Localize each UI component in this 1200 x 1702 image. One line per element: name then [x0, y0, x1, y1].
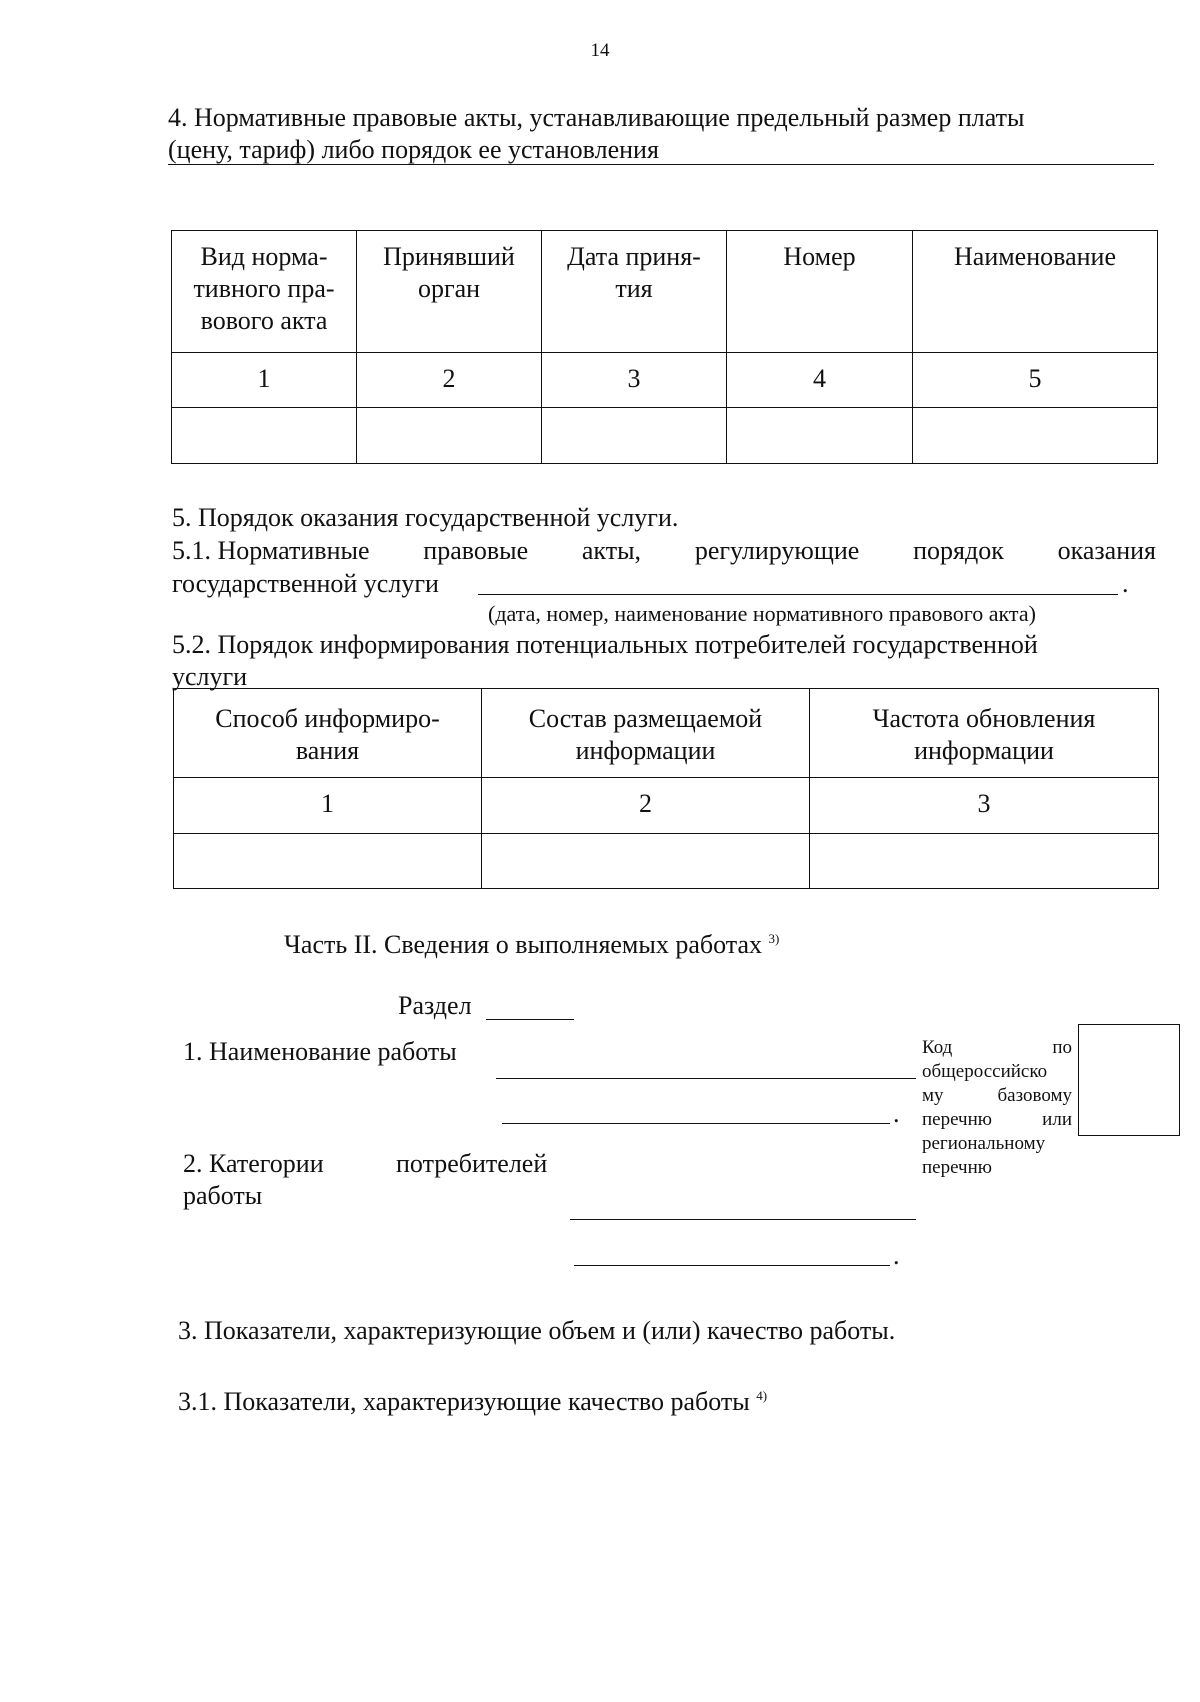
table-empty-cell	[913, 408, 1158, 464]
table-header-row	[174, 689, 1159, 778]
section51-word: правовые	[423, 536, 529, 565]
table-empty-cell	[357, 408, 542, 464]
razdel-underline	[486, 1019, 574, 1020]
section51-caption: (дата, номер, наименование нормативного правового акта)	[488, 601, 1036, 626]
table-empty-row	[172, 408, 1158, 464]
table-header-cell: Принявший орган	[357, 231, 542, 353]
table-number-cell: 3	[810, 778, 1159, 834]
section4-line2: (цену, тариф) либо порядок ее установления	[168, 135, 659, 164]
section51-line2: государственной услуги	[172, 569, 439, 598]
item31-text: 3.1. Показатели, характеризующие качество работы	[178, 1387, 750, 1416]
item31-label	[178, 1380, 767, 1418]
table-empty-cell	[810, 834, 1159, 889]
section51-word: регулирующие	[694, 536, 860, 565]
section52-line1: 5.2. Порядок информирования потенциальных потребителей государственной	[172, 630, 1038, 659]
section51-word: 5.1. Нормативные	[172, 536, 370, 565]
table-header-cell: Способ информиро- вания	[174, 689, 482, 778]
item1-underline-1	[496, 1078, 916, 1079]
table-header-cell: Вид норма- тивного пра- вового акта	[172, 231, 357, 353]
information-table	[173, 688, 1159, 889]
item1-underline-2	[502, 1123, 890, 1124]
section4-line1: 4. Нормативные правовые акты, устанавливающие предельный размер платы	[168, 103, 1025, 132]
item2-dot: .	[893, 1241, 900, 1270]
table-header-cell: Состав размещаемой информации	[482, 689, 810, 778]
item3-label: 3. Показатели, характеризующие объем и (или) качество работы.	[178, 1316, 896, 1345]
table-empty-cell	[172, 408, 357, 464]
section51-underline	[478, 594, 1118, 595]
table-number-cell: 1	[174, 778, 482, 834]
legal-acts-table	[171, 230, 1158, 464]
table-number-cell: 3	[542, 353, 727, 408]
section51-dot: .	[1122, 569, 1129, 598]
part2-title	[284, 923, 779, 961]
section52-line2: услуги	[172, 662, 248, 691]
footnote-marker: 4)	[756, 1388, 768, 1403]
table-number-cell: 4	[727, 353, 913, 408]
page-number: 14	[590, 40, 610, 61]
table-header-cell: Наименование	[913, 231, 1158, 353]
table-number-cell: 2	[357, 353, 542, 408]
table-number-cell: 2	[482, 778, 810, 834]
table-number-row	[172, 353, 1158, 408]
code-box[interactable]	[1078, 1024, 1180, 1136]
table-number-cell: 1	[172, 353, 357, 408]
section5-title: 5. Порядок оказания государственной услуги.	[172, 503, 679, 532]
table-header-cell: Номер	[727, 231, 913, 353]
table-number-row	[174, 778, 1159, 834]
code-label: Код по общероссийско му базовому перечню или региональному перечню	[922, 1037, 1072, 1178]
razdel-label: Раздел	[398, 991, 472, 1020]
table-number-cell: 5	[913, 353, 1158, 408]
table-empty-cell	[174, 834, 482, 889]
table-empty-row	[174, 834, 1159, 889]
item1-dot: .	[893, 1099, 900, 1128]
part2-title-text: Часть II. Сведения о выполняемых работах	[284, 930, 763, 959]
footnote-marker: 3)	[768, 931, 780, 946]
table-header-cell: Частота обновления информации	[810, 689, 1159, 778]
table-header-cell: Дата приня- тия	[542, 231, 727, 353]
item2-underline-1	[570, 1219, 916, 1220]
table-empty-cell	[727, 408, 913, 464]
section51-word: оказания	[1057, 536, 1156, 565]
section4-underline	[168, 164, 1154, 165]
item2-underline-2	[574, 1265, 890, 1266]
section51-word: порядок	[913, 536, 1004, 565]
table-empty-cell	[542, 408, 727, 464]
table-empty-cell	[482, 834, 810, 889]
item2-word-2: потребителей	[396, 1149, 548, 1178]
section51-line1	[172, 535, 1156, 567]
table-header-row	[172, 231, 1158, 353]
item2-line2: работы	[183, 1181, 263, 1210]
item1-label: 1. Наименование работы	[183, 1037, 457, 1066]
section51-word: акты,	[581, 536, 642, 565]
item2-word-1: 2. Категории	[183, 1149, 324, 1178]
